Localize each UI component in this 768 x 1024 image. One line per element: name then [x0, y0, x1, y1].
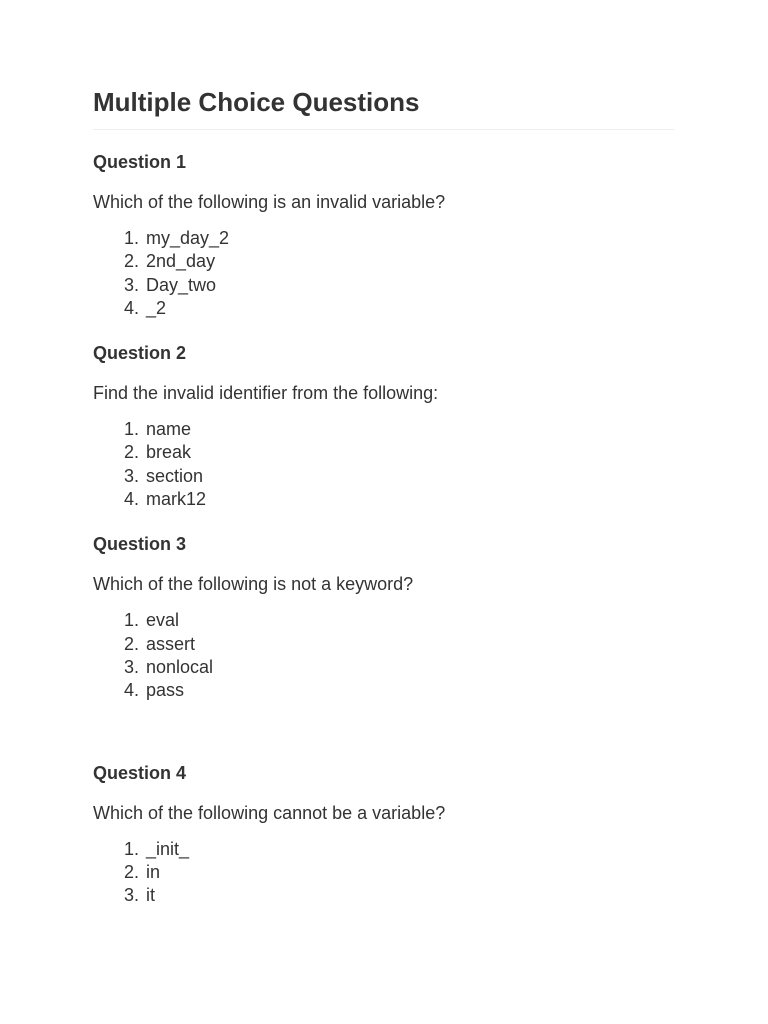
option-number: 3. — [123, 885, 139, 906]
option-number: 3. — [123, 656, 139, 677]
question-heading: Question 3 — [93, 534, 187, 555]
option-item — [93, 227, 674, 250]
option-text: break — [146, 442, 192, 463]
option-list — [93, 838, 674, 908]
option-item — [93, 250, 674, 273]
option-number: 2. — [123, 633, 139, 654]
option-text: _2 — [146, 297, 167, 318]
option-number: 3. — [123, 465, 139, 486]
option-item — [93, 441, 674, 464]
option-number: 2. — [123, 251, 139, 272]
option-list — [93, 609, 674, 702]
option-item — [93, 488, 674, 511]
question-heading: Question 4 — [93, 762, 187, 783]
option-text: section — [146, 465, 204, 486]
option-item — [93, 633, 674, 656]
option-item — [93, 679, 674, 702]
option-number: 4. — [123, 297, 139, 318]
option-text: in — [146, 861, 161, 882]
question-1 — [93, 130, 674, 320]
option-text: name — [146, 419, 192, 440]
question-prompt: Find the invalid identifier from the following: — [93, 383, 439, 404]
option-text: _init_ — [146, 838, 190, 859]
option-list — [93, 227, 674, 320]
option-number: 1. — [123, 228, 139, 248]
question-2 — [93, 320, 674, 511]
question-heading: Question 2 — [93, 343, 187, 364]
option-number: 4. — [123, 680, 139, 701]
page-title: Multiple Choice Questions — [93, 87, 420, 117]
option-item — [93, 861, 674, 884]
option-text: pass — [146, 680, 185, 701]
option-text: nonlocal — [146, 656, 214, 677]
option-number: 3. — [123, 274, 139, 295]
option-number: 2. — [123, 442, 139, 463]
question-3 — [93, 511, 674, 702]
question-prompt: Which of the following is not a keyword? — [93, 574, 414, 595]
option-item — [93, 609, 674, 632]
option-text: eval — [146, 610, 180, 631]
option-item — [93, 838, 674, 861]
option-number: 4. — [123, 489, 139, 510]
option-text: 2nd_day — [146, 251, 216, 272]
option-number: 1. — [123, 419, 139, 440]
option-number: 1. — [123, 838, 139, 859]
option-item — [93, 884, 674, 907]
option-number: 1. — [123, 610, 139, 631]
option-item — [93, 274, 674, 297]
option-item — [93, 465, 674, 488]
option-text: assert — [146, 633, 196, 654]
question-prompt: Which of the following is an invalid variable? — [93, 192, 446, 212]
option-item — [93, 656, 674, 679]
option-text: my_day_2 — [146, 228, 230, 248]
option-number: 2. — [123, 861, 139, 882]
question-heading: Question 1 — [93, 152, 187, 172]
option-list — [93, 418, 674, 511]
option-text: mark12 — [146, 489, 207, 510]
question-prompt: Which of the following cannot be a variable? — [93, 802, 446, 823]
option-text: it — [146, 885, 155, 906]
question-4 — [93, 703, 674, 908]
option-text: Day_two — [146, 274, 217, 295]
option-item — [93, 297, 674, 320]
option-item — [93, 418, 674, 441]
